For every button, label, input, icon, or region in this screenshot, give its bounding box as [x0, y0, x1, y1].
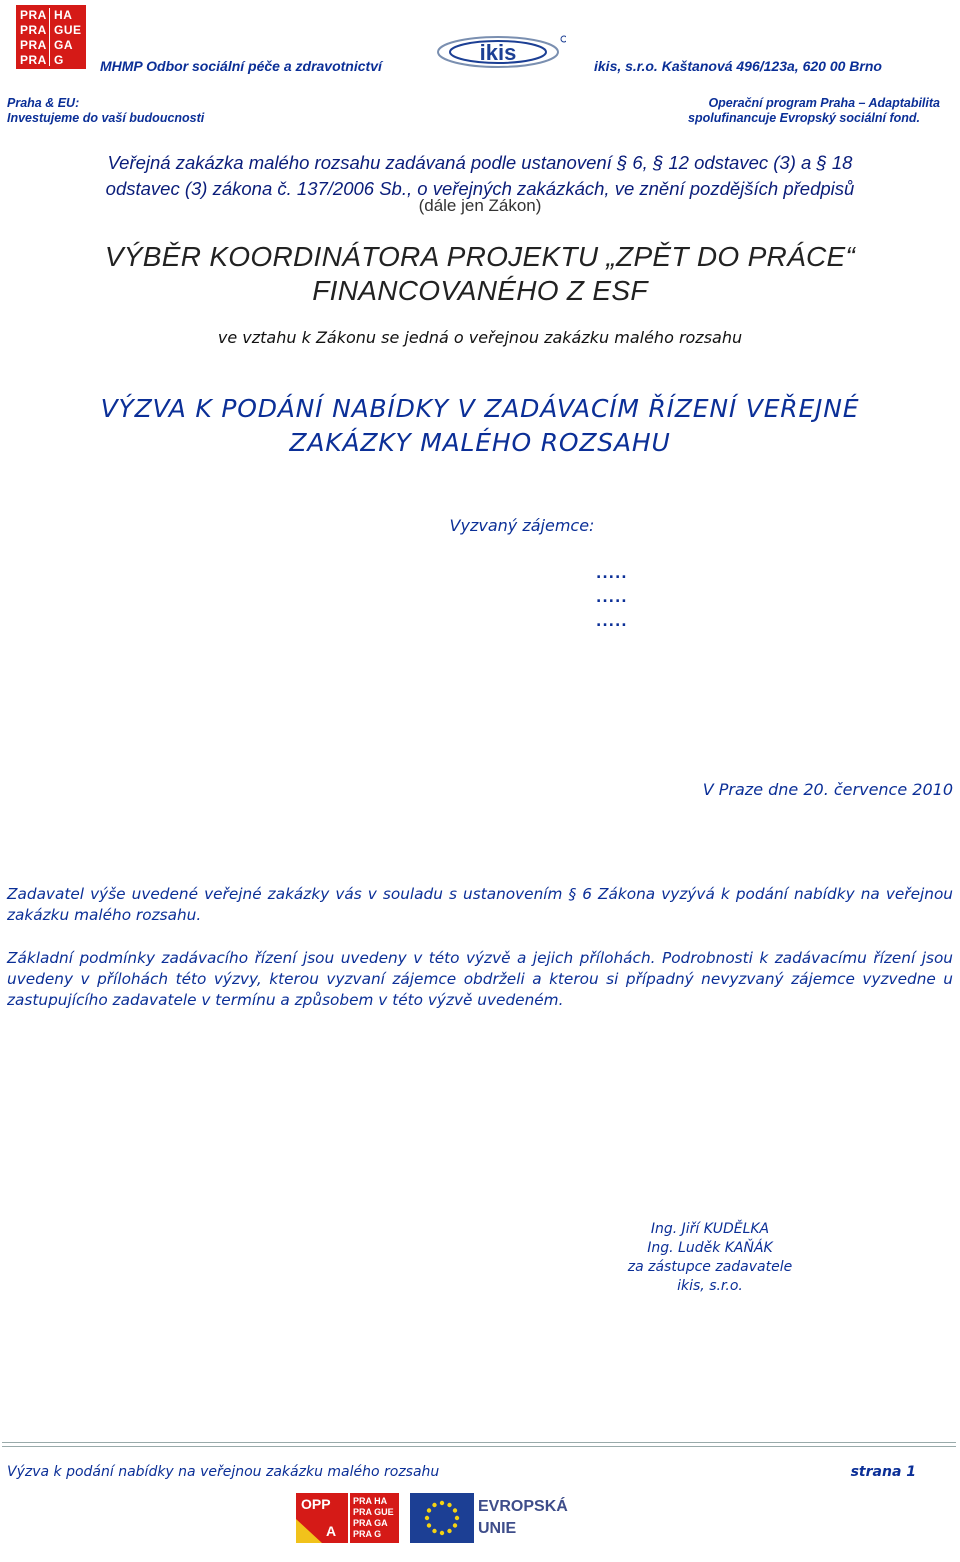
header-right-line1: Operační program Praha – Adaptabilita: [708, 96, 940, 110]
legal-basis-note: (dále jen Zákon): [418, 196, 542, 215]
eu-star-icon: [453, 1523, 457, 1527]
praha-logo: [16, 5, 86, 69]
signatory-role: za zástupce zadavatele: [627, 1259, 793, 1275]
eu-star-icon: [425, 1516, 429, 1520]
placeholder-line: .....: [596, 590, 628, 606]
eu-star-icon: [455, 1516, 459, 1520]
signatory-1: Ing. Jiří KUDĚLKA: [650, 1221, 770, 1237]
paragraph-2: Základní podmínky zadávacího řízení jsou uvedeny v této výzvě a jejich přílohách. Podrobnosti k zadávacímu řízení jsou uvedeny v přílohách této výzvy, kterou vyzvaní zájemce obdrželi a kterou si případný nevyzvaný zájemce vyzvedne u zastupujícího zadavatele v termínu a způsobem v této výzvě uvedeném.: [7, 949, 953, 1009]
company-address: ikis, s.r.o. Kaštanová 496/123a, 620 00 Brno: [594, 58, 882, 74]
footer-document-name: Výzva k podání nabídky na veřejnou zakázku malého rozsahu: [7, 1464, 440, 1480]
footer-divider: [2, 1442, 956, 1443]
eu-star-icon: [440, 1501, 444, 1505]
eu-star-icon: [440, 1531, 444, 1535]
eu-label-line2: UNIE: [478, 1520, 517, 1537]
footer-divider: [2, 1446, 956, 1447]
praha-footer-logo: [350, 1493, 399, 1543]
signatory-2: Ing. Luděk KAŇÁK: [647, 1240, 773, 1256]
legal-basis-line2: odstavec (3) zákona č. 137/2006 Sb., o veřejných zakázkách, ve znění pozdějších předpisů: [105, 178, 855, 199]
header-left-line2: Investujeme do vaší budoucnosti: [7, 111, 205, 125]
opp-logo-triangle: [296, 1519, 322, 1543]
legal-basis: [24, 150, 936, 202]
eu-star-icon: [432, 1503, 436, 1507]
page-number: strana 1: [850, 1464, 916, 1480]
office-name: MHMP Odbor sociální péče a zdravotnictví: [100, 58, 382, 74]
placeholder-line: .....: [596, 614, 628, 630]
logo-row: PRA G: [20, 53, 64, 67]
eu-label: [478, 1496, 568, 1540]
eu-flag-icon: [410, 1493, 474, 1543]
invited-label: Vyzvaný zájemce:: [449, 516, 595, 535]
call-title-line1: VÝZVA K PODÁNÍ NABÍDKY V ZADÁVACÍM ŘÍZENÍ VEŘEJNÉ: [100, 394, 860, 423]
eu-star-icon: [453, 1508, 457, 1512]
header-left-line1: Praha & EU:: [7, 96, 80, 110]
eu-star-icon: [447, 1529, 451, 1533]
signatory-company: ikis, s.r.o.: [677, 1278, 743, 1294]
eu-star-icon: [427, 1523, 431, 1527]
eu-star-icon: [427, 1508, 431, 1512]
logo-row: PRA GUE: [20, 23, 82, 37]
placeholder-line: .....: [596, 566, 628, 582]
logo-row: PRA G: [353, 1529, 382, 1539]
logo-row: PRA GUE: [353, 1507, 394, 1517]
ikis-logo: [436, 30, 566, 78]
logo-row: PRA HA: [20, 8, 73, 22]
eu-star-icon: [432, 1529, 436, 1533]
eu-star-icon: [447, 1503, 451, 1507]
logo-row: PRA HA: [353, 1496, 388, 1506]
header-right-line2: spolufinancuje Evropský sociální fond.: [688, 111, 920, 125]
project-title: [0, 240, 960, 308]
project-title-line2: FINANCOVANÉHO Z ESF: [312, 275, 648, 306]
reference-line: ve vztahu k Zákonu se jedná o veřejnou zakázku malého rozsahu: [217, 328, 743, 347]
opp-logo-text: OPP: [301, 1496, 331, 1512]
logo-row: PRA GA: [20, 38, 74, 52]
ikis-logo-text: ikis: [479, 40, 517, 65]
call-title-line2: ZAKÁZKY MALÉHO ROZSAHU: [289, 428, 671, 457]
project-title-line1: VÝBĚR KOORDINÁTORA PROJEKTU „ZPĚT DO PRÁCE“: [104, 241, 856, 272]
opp-logo-letter: A: [326, 1523, 337, 1539]
logo-row: PRA GA: [353, 1518, 388, 1528]
call-title: [0, 392, 960, 460]
opp-logo: [296, 1493, 348, 1543]
paragraph-1: Zadavatel výše uvedené veřejné zakázky vás v souladu s ustanovením § 6 Zákona vyzývá k podání nabídky na veřejnou zakázku malého rozsahu.: [7, 885, 953, 924]
eu-label-line1: EVROPSKÁ: [478, 1498, 568, 1515]
place-date: V Praze dne 20. července 2010: [702, 780, 953, 799]
legal-basis-line1: Veřejná zakázka malého rozsahu zadávaná podle ustanovení § 6, § 12 odstavec (3) a § 18: [107, 152, 853, 173]
